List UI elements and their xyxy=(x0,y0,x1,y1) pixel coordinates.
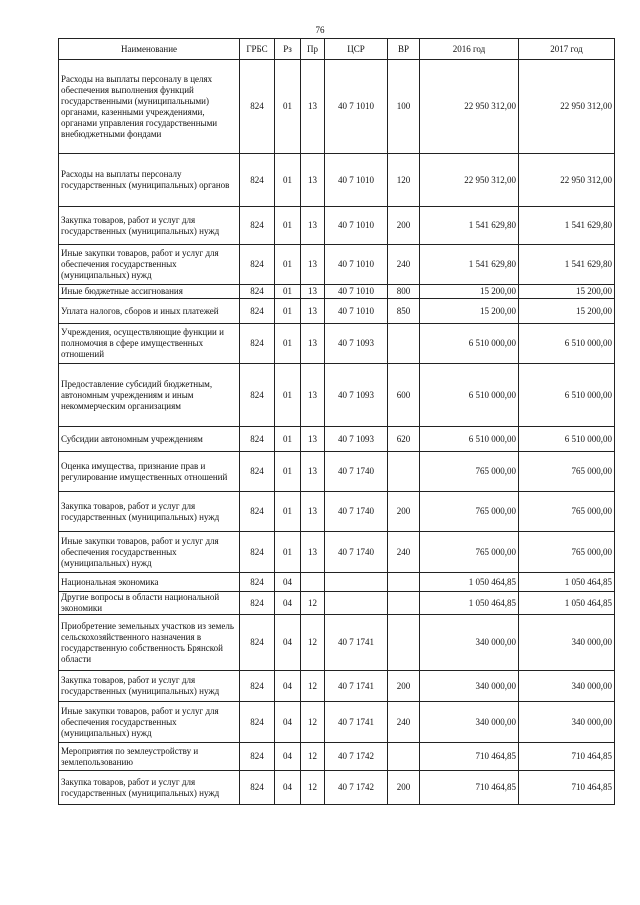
csr-cell: 40 7 1742 xyxy=(325,771,388,805)
csr-cell: 40 7 1093 xyxy=(325,364,388,427)
table-row xyxy=(59,285,615,299)
pr-cell: 12 xyxy=(301,702,325,743)
amount-2017-cell: 1 050 464,85 xyxy=(519,592,615,615)
csr-cell: 40 7 1740 xyxy=(325,452,388,492)
rz-cell: 01 xyxy=(275,207,301,245)
pr-cell: 13 xyxy=(301,532,325,573)
budget-table xyxy=(58,38,615,805)
name-cell: Иные закупки товаров, работ и услуг для обеспечения государственных (муниципальных) нужд xyxy=(59,702,240,743)
amount-2016-cell: 6 510 000,00 xyxy=(420,324,519,364)
rz-cell: 04 xyxy=(275,771,301,805)
csr-cell: 40 7 1740 xyxy=(325,492,388,532)
col-header-2017: 2017 год xyxy=(519,39,615,60)
vr-cell xyxy=(388,452,420,492)
amount-2016-cell: 6 510 000,00 xyxy=(420,427,519,452)
pr-cell: 13 xyxy=(301,285,325,299)
name-cell: Уплата налогов, сборов и иных платежей xyxy=(59,299,240,324)
amount-2017-cell: 6 510 000,00 xyxy=(519,364,615,427)
name-cell: Закупка товаров, работ и услуг для государственных (муниципальных) нужд xyxy=(59,771,240,805)
vr-cell: 120 xyxy=(388,154,420,207)
table-row xyxy=(59,615,615,671)
amount-2016-cell: 340 000,00 xyxy=(420,615,519,671)
pr-cell: 13 xyxy=(301,154,325,207)
csr-cell: 40 7 1010 xyxy=(325,299,388,324)
header-row xyxy=(59,39,615,60)
rz-cell: 01 xyxy=(275,285,301,299)
name-cell: Иные закупки товаров, работ и услуг для обеспечения государственных (муниципальных) нужд xyxy=(59,245,240,285)
vr-cell xyxy=(388,324,420,364)
pr-cell: 13 xyxy=(301,452,325,492)
amount-2016-cell: 340 000,00 xyxy=(420,671,519,702)
table-row xyxy=(59,299,615,324)
vr-cell: 200 xyxy=(388,207,420,245)
amount-2017-cell: 22 950 312,00 xyxy=(519,60,615,154)
pr-cell: 13 xyxy=(301,245,325,285)
grbs-cell: 824 xyxy=(240,60,275,154)
amount-2017-cell: 340 000,00 xyxy=(519,671,615,702)
amount-2016-cell: 765 000,00 xyxy=(420,532,519,573)
rz-cell: 01 xyxy=(275,532,301,573)
name-cell: Предоставление субсидий бюджетным, автономным учреждениям и иным некоммерческим организациям xyxy=(59,364,240,427)
name-cell: Мероприятия по землеустройству и землепользованию xyxy=(59,743,240,771)
csr-cell: 40 7 1740 xyxy=(325,532,388,573)
amount-2016-cell: 15 200,00 xyxy=(420,285,519,299)
page-number: 76 xyxy=(315,25,325,35)
grbs-cell: 824 xyxy=(240,364,275,427)
vr-cell: 200 xyxy=(388,771,420,805)
name-cell: Иные бюджетные ассигнования xyxy=(59,285,240,299)
csr-cell xyxy=(325,592,388,615)
table-row xyxy=(59,671,615,702)
rz-cell: 04 xyxy=(275,743,301,771)
name-cell: Закупка товаров, работ и услуг для государственных (муниципальных) нужд xyxy=(59,671,240,702)
rz-cell: 04 xyxy=(275,702,301,743)
pr-cell: 12 xyxy=(301,743,325,771)
vr-cell: 240 xyxy=(388,532,420,573)
amount-2016-cell: 765 000,00 xyxy=(420,452,519,492)
grbs-cell: 824 xyxy=(240,615,275,671)
name-cell: Субсидии автономным учреждениям xyxy=(59,427,240,452)
grbs-cell: 824 xyxy=(240,299,275,324)
table-row xyxy=(59,207,615,245)
col-header-vr: ВР xyxy=(388,39,420,60)
csr-cell: 40 7 1010 xyxy=(325,285,388,299)
vr-cell: 850 xyxy=(388,299,420,324)
grbs-cell: 824 xyxy=(240,427,275,452)
vr-cell: 240 xyxy=(388,702,420,743)
amount-2017-cell: 22 950 312,00 xyxy=(519,154,615,207)
pr-cell: 12 xyxy=(301,671,325,702)
table-row xyxy=(59,60,615,154)
grbs-cell: 824 xyxy=(240,324,275,364)
table-row xyxy=(59,427,615,452)
table-row xyxy=(59,532,615,573)
col-header-name: Наименование xyxy=(59,39,240,60)
name-cell: Иные закупки товаров, работ и услуг для обеспечения государственных (муниципальных) нужд xyxy=(59,532,240,573)
table-row xyxy=(59,324,615,364)
amount-2016-cell: 15 200,00 xyxy=(420,299,519,324)
amount-2016-cell: 22 950 312,00 xyxy=(420,60,519,154)
csr-cell: 40 7 1010 xyxy=(325,245,388,285)
table-row xyxy=(59,364,615,427)
vr-cell xyxy=(388,615,420,671)
table-row xyxy=(59,573,615,592)
amount-2017-cell: 15 200,00 xyxy=(519,285,615,299)
pr-cell: 12 xyxy=(301,592,325,615)
amount-2017-cell: 765 000,00 xyxy=(519,492,615,532)
csr-cell: 40 7 1742 xyxy=(325,743,388,771)
amount-2016-cell: 1 541 629,80 xyxy=(420,207,519,245)
table-row xyxy=(59,743,615,771)
table-row xyxy=(59,702,615,743)
rz-cell: 01 xyxy=(275,245,301,285)
vr-cell: 800 xyxy=(388,285,420,299)
grbs-cell: 824 xyxy=(240,285,275,299)
name-cell: Расходы на выплаты персоналу государственных (муниципальных) органов xyxy=(59,154,240,207)
pr-cell: 12 xyxy=(301,771,325,805)
amount-2017-cell: 1 541 629,80 xyxy=(519,245,615,285)
amount-2017-cell: 15 200,00 xyxy=(519,299,615,324)
rz-cell: 01 xyxy=(275,492,301,532)
csr-cell: 40 7 1741 xyxy=(325,702,388,743)
name-cell: Закупка товаров, работ и услуг для государственных (муниципальных) нужд xyxy=(59,207,240,245)
amount-2016-cell: 340 000,00 xyxy=(420,702,519,743)
amount-2017-cell: 6 510 000,00 xyxy=(519,427,615,452)
rz-cell: 01 xyxy=(275,60,301,154)
vr-cell: 600 xyxy=(388,364,420,427)
rz-cell: 01 xyxy=(275,324,301,364)
table-row xyxy=(59,592,615,615)
amount-2016-cell: 1 541 629,80 xyxy=(420,245,519,285)
amount-2016-cell: 1 050 464,85 xyxy=(420,592,519,615)
name-cell: Закупка товаров, работ и услуг для государственных (муниципальных) нужд xyxy=(59,492,240,532)
col-header-pr: Пр xyxy=(301,39,325,60)
pr-cell: 13 xyxy=(301,299,325,324)
name-cell: Национальная экономика xyxy=(59,573,240,592)
name-cell: Оценка имущества, признание прав и регулирование имущественных отношений xyxy=(59,452,240,492)
pr-cell: 13 xyxy=(301,207,325,245)
csr-cell: 40 7 1010 xyxy=(325,207,388,245)
amount-2016-cell: 6 510 000,00 xyxy=(420,364,519,427)
rz-cell: 01 xyxy=(275,452,301,492)
pr-cell xyxy=(301,573,325,592)
csr-cell: 40 7 1093 xyxy=(325,324,388,364)
amount-2017-cell: 1 050 464,85 xyxy=(519,573,615,592)
grbs-cell: 824 xyxy=(240,702,275,743)
grbs-cell: 824 xyxy=(240,671,275,702)
name-cell: Другие вопросы в области национальной экономики xyxy=(59,592,240,615)
grbs-cell: 824 xyxy=(240,245,275,285)
csr-cell: 40 7 1741 xyxy=(325,615,388,671)
pr-cell: 13 xyxy=(301,324,325,364)
name-cell: Приобретение земельных участков из земель сельскохозяйственного назначения в государственную собственность Брянской области xyxy=(59,615,240,671)
col-header-rz: Рз xyxy=(275,39,301,60)
grbs-cell: 824 xyxy=(240,154,275,207)
rz-cell: 04 xyxy=(275,671,301,702)
pr-cell: 13 xyxy=(301,60,325,154)
table-row xyxy=(59,771,615,805)
vr-cell xyxy=(388,573,420,592)
vr-cell: 100 xyxy=(388,60,420,154)
amount-2017-cell: 6 510 000,00 xyxy=(519,324,615,364)
rz-cell: 01 xyxy=(275,364,301,427)
pr-cell: 12 xyxy=(301,615,325,671)
pr-cell: 13 xyxy=(301,364,325,427)
vr-cell: 200 xyxy=(388,671,420,702)
grbs-cell: 824 xyxy=(240,743,275,771)
amount-2017-cell: 340 000,00 xyxy=(519,702,615,743)
table-row xyxy=(59,492,615,532)
vr-cell xyxy=(388,743,420,771)
name-cell: Расходы на выплаты персоналу в целях обеспечения выполнения функций государственными (муниципальными) органами, казенными учреждениями, органами управления государственными внебюджетными фондами xyxy=(59,60,240,154)
amount-2017-cell: 1 541 629,80 xyxy=(519,207,615,245)
amount-2016-cell: 710 464,85 xyxy=(420,771,519,805)
table-body xyxy=(59,60,615,805)
rz-cell: 01 xyxy=(275,299,301,324)
amount-2017-cell: 340 000,00 xyxy=(519,615,615,671)
csr-cell: 40 7 1093 xyxy=(325,427,388,452)
amount-2016-cell: 710 464,85 xyxy=(420,743,519,771)
grbs-cell: 824 xyxy=(240,492,275,532)
table-row xyxy=(59,452,615,492)
amount-2017-cell: 765 000,00 xyxy=(519,532,615,573)
rz-cell: 04 xyxy=(275,592,301,615)
amount-2017-cell: 765 000,00 xyxy=(519,452,615,492)
col-header-csr: ЦСР xyxy=(325,39,388,60)
grbs-cell: 824 xyxy=(240,532,275,573)
rz-cell: 01 xyxy=(275,154,301,207)
name-cell: Учреждения, осуществляющие функции и полномочия в сфере имущественных отношений xyxy=(59,324,240,364)
rz-cell: 04 xyxy=(275,615,301,671)
amount-2017-cell: 710 464,85 xyxy=(519,743,615,771)
csr-cell: 40 7 1741 xyxy=(325,671,388,702)
pr-cell: 13 xyxy=(301,427,325,452)
grbs-cell: 824 xyxy=(240,592,275,615)
col-header-grbs: ГРБС xyxy=(240,39,275,60)
vr-cell: 240 xyxy=(388,245,420,285)
vr-cell xyxy=(388,592,420,615)
table-row xyxy=(59,154,615,207)
amount-2017-cell: 710 464,85 xyxy=(519,771,615,805)
csr-cell xyxy=(325,573,388,592)
col-header-2016: 2016 год xyxy=(420,39,519,60)
grbs-cell: 824 xyxy=(240,452,275,492)
amount-2016-cell: 1 050 464,85 xyxy=(420,573,519,592)
rz-cell: 04 xyxy=(275,573,301,592)
csr-cell: 40 7 1010 xyxy=(325,60,388,154)
pr-cell: 13 xyxy=(301,492,325,532)
grbs-cell: 824 xyxy=(240,771,275,805)
csr-cell: 40 7 1010 xyxy=(325,154,388,207)
vr-cell: 200 xyxy=(388,492,420,532)
amount-2016-cell: 765 000,00 xyxy=(420,492,519,532)
vr-cell: 620 xyxy=(388,427,420,452)
rz-cell: 01 xyxy=(275,427,301,452)
grbs-cell: 824 xyxy=(240,573,275,592)
grbs-cell: 824 xyxy=(240,207,275,245)
table-row xyxy=(59,245,615,285)
amount-2016-cell: 22 950 312,00 xyxy=(420,154,519,207)
